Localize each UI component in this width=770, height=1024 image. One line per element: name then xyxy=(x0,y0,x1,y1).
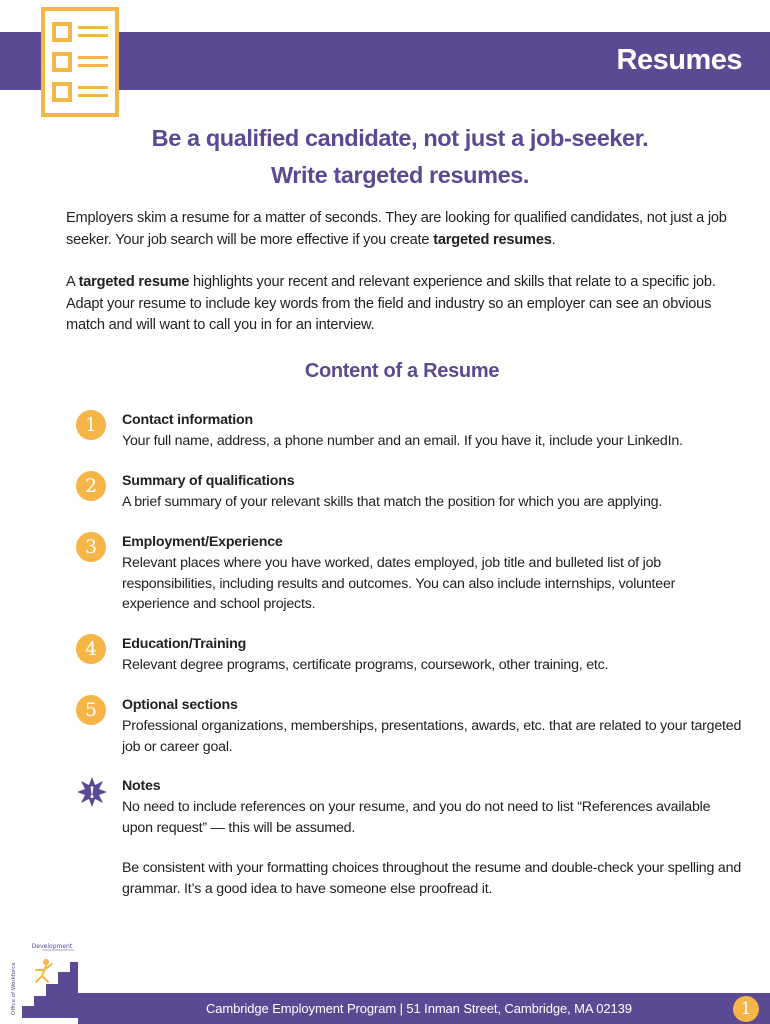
exclamation-burst-icon xyxy=(76,776,108,808)
logo-side-text: Office of Workforce xyxy=(11,962,17,1015)
footer-address: Cambridge Employment Program | 51 Inman Street, Cambridge, MA 02139 xyxy=(206,1001,632,1016)
number-badge: 2 xyxy=(76,471,106,501)
number-badge: 3 xyxy=(76,532,106,562)
item-heading: Employment/Experience xyxy=(122,534,283,550)
item-body: Your full name, address, a phone number and an email. If you have it, include your LinkedIn. xyxy=(122,432,683,449)
notes-heading: Notes xyxy=(122,778,161,794)
number-badge: 1 xyxy=(76,410,106,440)
number-badge: 5 xyxy=(76,695,106,725)
item-body: Relevant degree programs, certificate programs, coursework, other training, etc. xyxy=(122,656,609,673)
exclamation-glyph: ! xyxy=(88,783,96,802)
logo-top-text: Development xyxy=(31,943,73,950)
notes-body-2: Be consistent with your formatting choices throughout the resume and double-check your spelling and grammar. It’s a good idea to have someone else proofread it. xyxy=(122,860,742,898)
headline-line-1: Be a qualified candidate, not just a job-seeker. xyxy=(151,125,649,151)
intro-p1-bold: targeted resumes xyxy=(433,231,552,248)
number-badge: 4 xyxy=(76,634,106,664)
section-title: Content of a Resume xyxy=(304,360,500,382)
notes-body-1: No need to include references on your resume, and you do not need to list “References available upon request” — this will be assumed. xyxy=(122,798,711,836)
intro-paragraph-2 xyxy=(66,272,736,337)
intro-p1-end: . xyxy=(551,231,556,248)
headline-line-2: Write targeted resumes. xyxy=(270,162,530,188)
item-heading: Optional sections xyxy=(122,697,238,713)
item-body: Professional organizations, memberships, presentations, awards, etc. that are related to your targeted job or career goal. xyxy=(122,717,742,755)
headline xyxy=(0,120,770,194)
page-number-badge: 1 xyxy=(733,996,759,1022)
staircase-figure-logo-icon xyxy=(8,940,78,1020)
item-heading: Summary of qualifications xyxy=(122,473,295,489)
intro-paragraph-1 xyxy=(66,208,736,251)
checklist-document-icon xyxy=(40,6,120,118)
item-body: Relevant places where you have worked, dates employed, job title and bulleted list of job responsibilities, including results and outcomes. You can also include internships, volunteer experience and school projects. xyxy=(122,554,676,613)
page-title: Resumes xyxy=(616,44,742,76)
item-heading: Contact information xyxy=(122,412,253,428)
item-heading: Education/Training xyxy=(122,636,247,652)
intro-p1-text: Employers skim a resume for a matter of seconds. They are looking for qualified candidates, not just a job seeker. Your job search will be more effective if you create xyxy=(66,210,727,248)
intro-p2-start: A xyxy=(66,274,79,290)
intro-p2-text: highlights your recent and relevant experience and skills that relate to a specific job. Adapt your resume to include key words from the field and industry so an employer can see an obvious match and will want to call you in for an interview. xyxy=(66,274,716,333)
item-body: A brief summary of your relevant skills that match the position for which you are applying. xyxy=(122,493,663,510)
intro-p2-bold: targeted resume xyxy=(78,274,190,290)
